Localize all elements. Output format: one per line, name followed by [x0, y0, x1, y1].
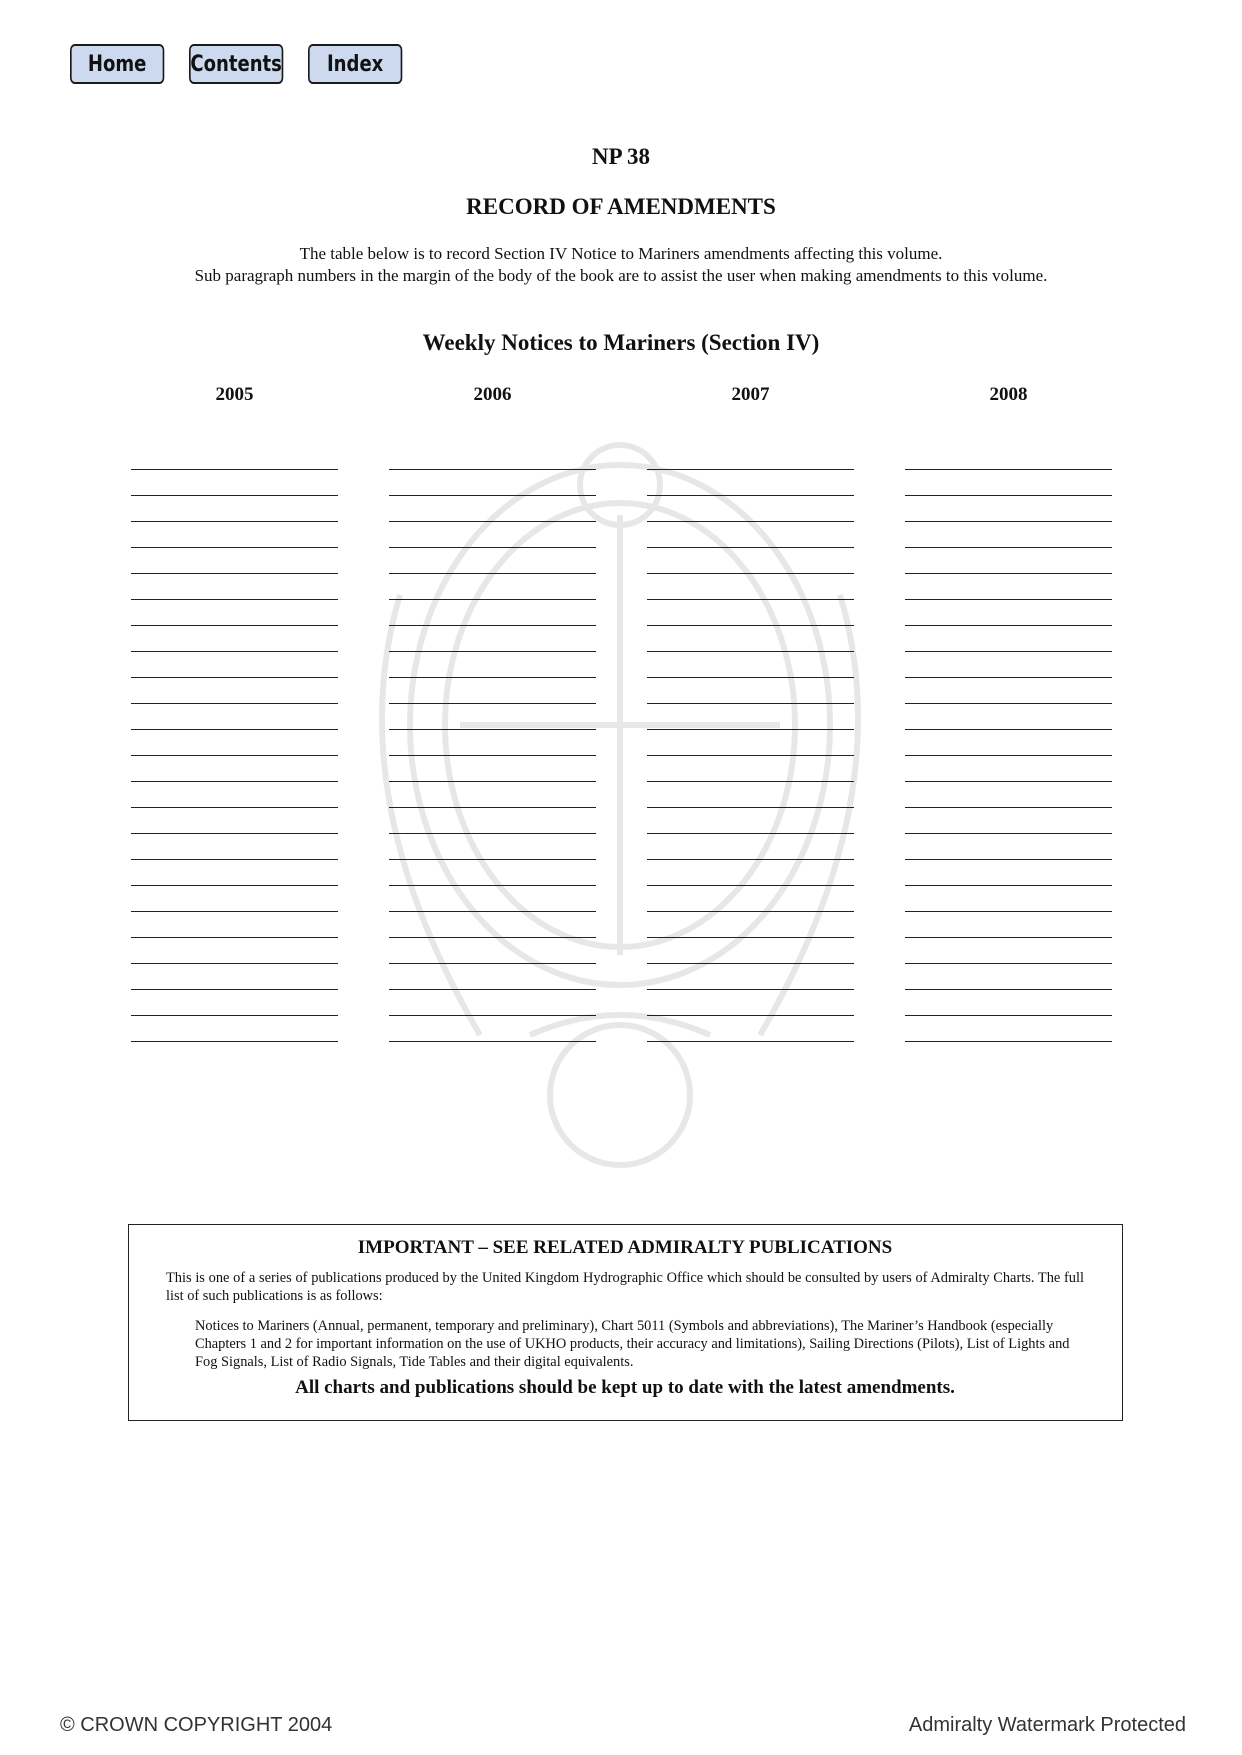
amendment-entry-line[interactable]	[905, 756, 1112, 782]
important-notice-box	[128, 1224, 1123, 1421]
amendment-entry-line[interactable]	[131, 990, 338, 1016]
amendment-entry-line[interactable]	[647, 886, 854, 912]
amendment-entry-line[interactable]	[905, 678, 1112, 704]
amendment-entry-line[interactable]	[647, 678, 854, 704]
amendment-entry-line[interactable]	[647, 704, 854, 730]
amendment-entry-line[interactable]	[905, 496, 1112, 522]
amendment-entry-line[interactable]	[131, 444, 338, 470]
amendment-entry-line[interactable]	[647, 808, 854, 834]
amendment-entry-line[interactable]	[905, 834, 1112, 860]
amendment-entry-line[interactable]	[647, 470, 854, 496]
amendment-entry-line[interactable]	[905, 990, 1112, 1016]
amendment-entry-line[interactable]	[905, 1016, 1112, 1042]
amendment-entry-line[interactable]	[905, 574, 1112, 600]
publication-code: NP 38	[591, 144, 651, 169]
amendment-entry-line[interactable]	[389, 574, 596, 600]
year-heading: 2008	[989, 384, 1028, 405]
amendment-entry-line[interactable]	[389, 990, 596, 1016]
notice-final-statement: All charts and publications should be kept up to date with the latest amendments.	[295, 1377, 955, 1398]
amendment-entry-line[interactable]	[647, 756, 854, 782]
amendment-entry-line[interactable]	[389, 964, 596, 990]
intro-line-2: Sub paragraph numbers in the margin of the body of the book are to assist the user when making amendments to this volume.	[194, 266, 1048, 285]
navigation-bar	[70, 44, 423, 84]
amendment-entry-line[interactable]	[131, 1016, 338, 1042]
amendment-column-2008	[905, 384, 1112, 1042]
amendment-entry-line[interactable]	[389, 860, 596, 886]
amendment-entry-line[interactable]	[131, 704, 338, 730]
contents-button[interactable]: Contents	[189, 44, 283, 84]
copyright-notice: © CROWN COPYRIGHT 2004	[60, 1714, 333, 1736]
amendment-entry-line[interactable]	[647, 496, 854, 522]
amendment-entry-line[interactable]	[131, 678, 338, 704]
amendment-entry-line[interactable]	[647, 574, 854, 600]
amendment-entry-line[interactable]	[389, 808, 596, 834]
amendment-entry-line[interactable]	[389, 652, 596, 678]
year-heading: 2006	[473, 384, 512, 405]
year-heading: 2005	[215, 384, 254, 405]
amendment-entry-line[interactable]	[905, 548, 1112, 574]
amendment-entry-line[interactable]	[905, 600, 1112, 626]
amendment-entry-line[interactable]	[131, 886, 338, 912]
amendment-entry-line[interactable]	[647, 990, 854, 1016]
amendment-entry-line[interactable]	[647, 652, 854, 678]
amendment-entry-line[interactable]	[389, 444, 596, 470]
amendment-entry-line[interactable]	[647, 444, 854, 470]
amendment-entry-line[interactable]	[131, 626, 338, 652]
amendment-entry-line[interactable]	[389, 782, 596, 808]
amendment-entry-line[interactable]	[647, 938, 854, 964]
amendment-entry-line[interactable]	[131, 496, 338, 522]
amendment-entry-line[interactable]	[647, 730, 854, 756]
amendment-entry-line[interactable]	[389, 730, 596, 756]
amendment-entry-line[interactable]	[131, 470, 338, 496]
amendment-entry-line[interactable]	[131, 652, 338, 678]
watermark-notice: Admiralty Watermark Protected	[908, 1714, 1186, 1736]
amendment-entry-line[interactable]	[905, 860, 1112, 886]
amendment-entry-line[interactable]	[389, 1016, 596, 1042]
amendment-entry-line[interactable]	[647, 782, 854, 808]
amendment-entry-line[interactable]	[905, 704, 1112, 730]
amendment-entry-line[interactable]	[389, 938, 596, 964]
amendment-entry-line[interactable]	[647, 964, 854, 990]
amendment-entry-line[interactable]	[905, 652, 1112, 678]
amendment-entry-line[interactable]	[647, 548, 854, 574]
year-heading: 2007	[731, 384, 770, 405]
notice-heading: IMPORTANT – SEE RELATED ADMIRALTY PUBLICATIONS	[357, 1237, 893, 1258]
amendment-column-2005	[131, 384, 338, 1042]
amendment-entry-line[interactable]	[647, 912, 854, 938]
amendment-entry-line[interactable]	[131, 834, 338, 860]
amendment-entry-line[interactable]	[131, 756, 338, 782]
amendment-entry-line[interactable]	[131, 522, 338, 548]
amendment-entry-line[interactable]	[905, 938, 1112, 964]
amendment-entry-lines[interactable]	[905, 444, 1112, 1042]
amendment-entry-line[interactable]	[131, 964, 338, 990]
amendment-entry-line[interactable]	[905, 444, 1112, 470]
amendment-entry-line[interactable]	[905, 912, 1112, 938]
amendment-entry-line[interactable]	[389, 704, 596, 730]
amendment-entry-lines[interactable]	[131, 444, 338, 1042]
amendment-entry-line[interactable]	[647, 600, 854, 626]
amendment-entry-line[interactable]	[131, 782, 338, 808]
amendment-entry-line[interactable]	[905, 964, 1112, 990]
amendment-entry-line[interactable]	[389, 626, 596, 652]
notice-body: This is one of a series of publications produced by the United Kingdom Hydrographic Office which should be consulted by users of Admiralty Charts. The full list of such publications is as follows:	[166, 1270, 1084, 1304]
amendment-entry-line[interactable]	[905, 730, 1112, 756]
amendment-entry-line[interactable]	[131, 548, 338, 574]
amendment-entry-line[interactable]	[389, 600, 596, 626]
intro-line-1: The table below is to record Section IV Notice to Mariners amendments affecting this volume.	[299, 244, 943, 263]
amendment-entry-line[interactable]	[905, 626, 1112, 652]
page-title: RECORD OF AMENDMENTS	[466, 194, 776, 219]
amendment-entry-line[interactable]	[131, 574, 338, 600]
amendment-entry-line[interactable]	[905, 522, 1112, 548]
amendment-entry-line[interactable]	[389, 522, 596, 548]
amendment-entry-line[interactable]	[131, 860, 338, 886]
amendment-entry-line[interactable]	[131, 600, 338, 626]
amendment-entry-line[interactable]	[389, 756, 596, 782]
amendment-entry-line[interactable]	[131, 912, 338, 938]
amendment-entry-lines[interactable]	[647, 444, 854, 1042]
notice-publication-list: Notices to Mariners (Annual, permanent, temporary and preliminary), Chart 5011 (Symbols and abbreviations), The Mariner’s Handbook (especially Chapters 1 and 2 for important information on the use of UKHO products, their accuracy and limitations), Sailing Directions (Pilots), List of Lights and Fog Signals, List of Radio Signals, Tide Tables and their digital equivalents.	[195, 1318, 1070, 1370]
amendment-entry-line[interactable]	[905, 782, 1112, 808]
section-heading: Weekly Notices to Mariners (Section IV)	[422, 330, 820, 355]
amendment-entry-line[interactable]	[647, 1016, 854, 1042]
admiralty-crest-watermark	[280, 395, 960, 1195]
amendment-entry-line[interactable]	[647, 626, 854, 652]
index-button[interactable]: Index	[308, 44, 402, 84]
amendment-entry-line[interactable]	[389, 548, 596, 574]
amendment-entry-line[interactable]	[905, 808, 1112, 834]
amendment-entry-line[interactable]	[131, 730, 338, 756]
amendment-column-2006	[389, 384, 596, 1042]
amendment-entry-line[interactable]	[905, 886, 1112, 912]
amendment-entry-line[interactable]	[647, 834, 854, 860]
amendment-entry-line[interactable]	[389, 886, 596, 912]
amendment-entry-line[interactable]	[389, 912, 596, 938]
amendment-entry-line[interactable]	[389, 678, 596, 704]
amendment-entry-line[interactable]	[647, 522, 854, 548]
amendment-entry-line[interactable]	[647, 860, 854, 886]
home-button[interactable]: Home	[70, 44, 164, 84]
amendment-entry-lines[interactable]	[389, 444, 596, 1042]
amendment-entry-line[interactable]	[389, 496, 596, 522]
amendment-entry-line[interactable]	[131, 938, 338, 964]
amendment-entry-line[interactable]	[905, 470, 1112, 496]
amendment-entry-line[interactable]	[131, 808, 338, 834]
amendment-entry-line[interactable]	[389, 834, 596, 860]
amendment-entry-line[interactable]	[389, 470, 596, 496]
amendment-column-2007	[647, 384, 854, 1042]
